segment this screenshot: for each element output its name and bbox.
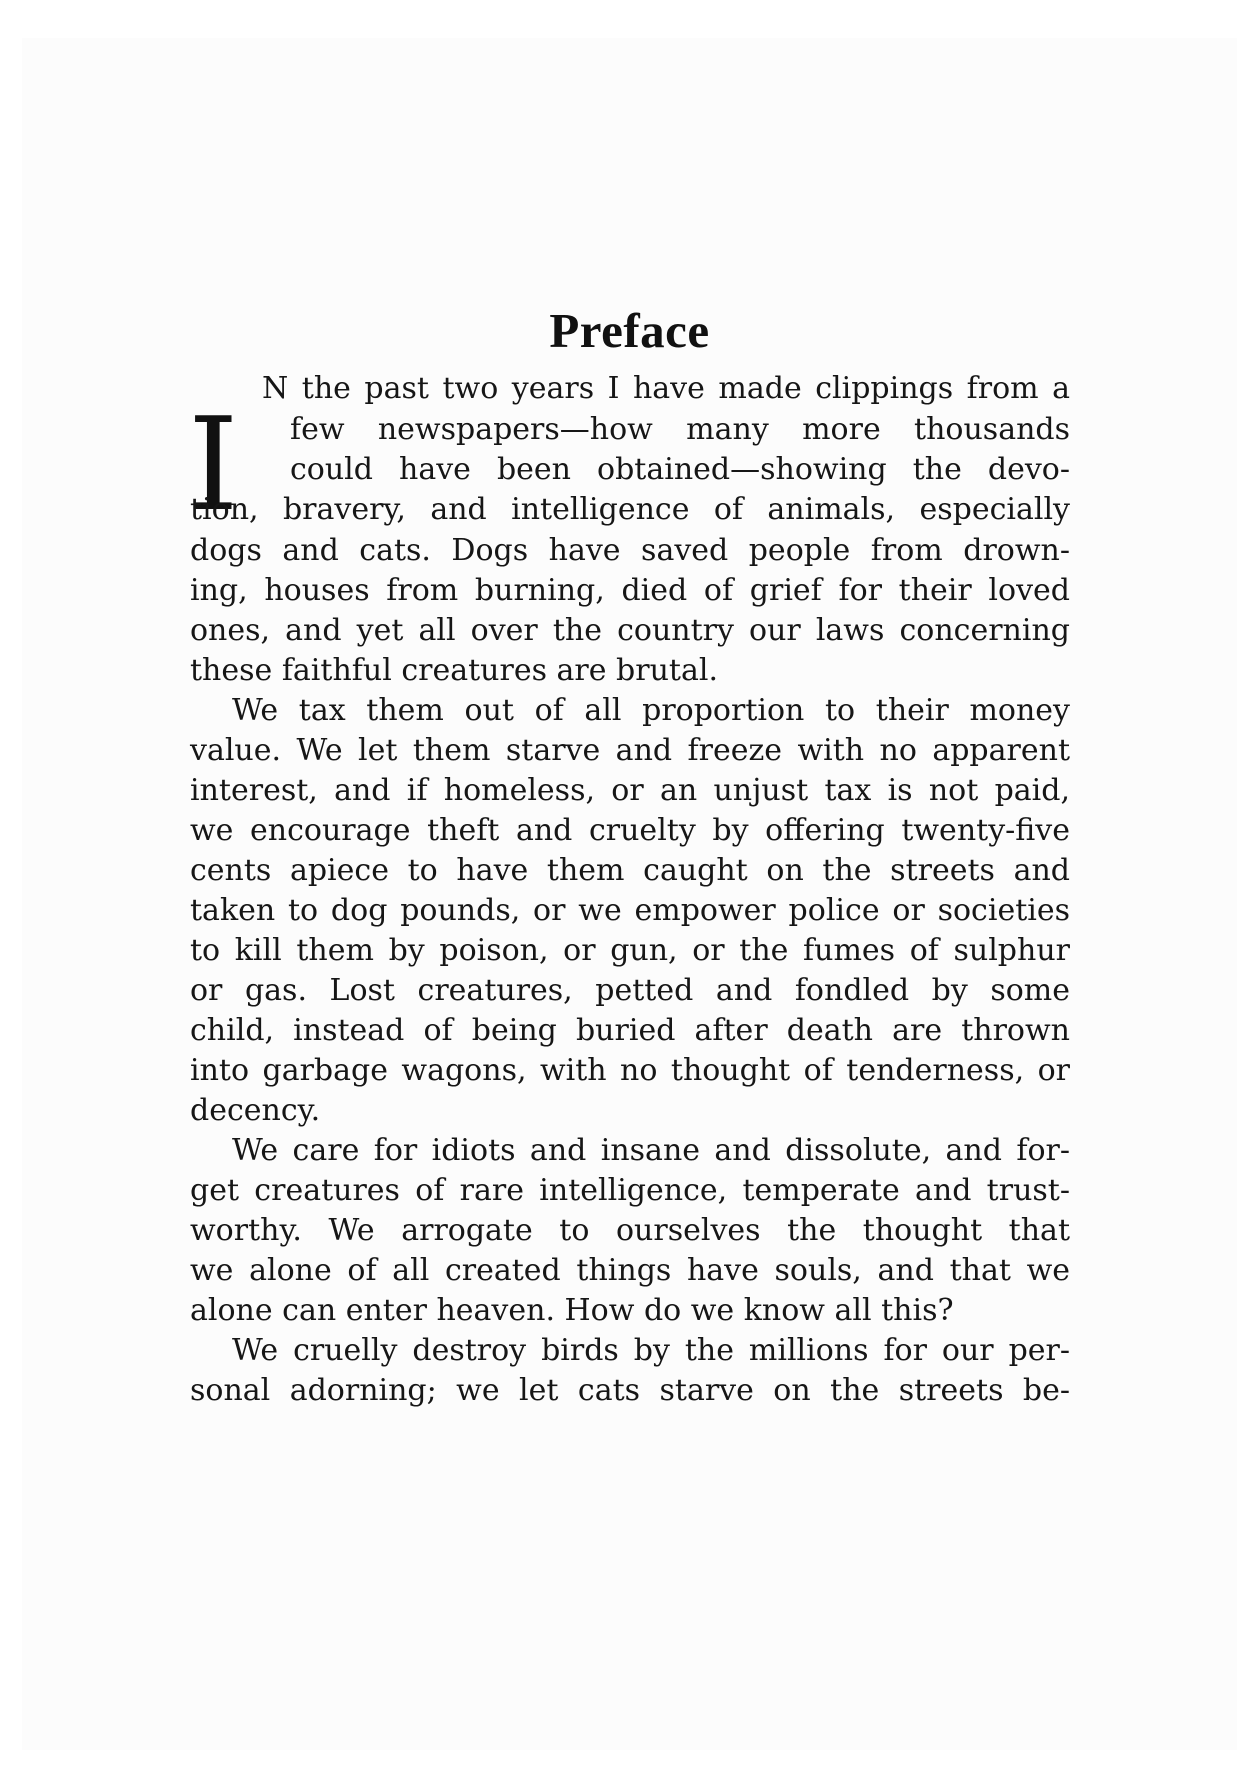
text-line: value. We let them starve and freeze with no apparent [190,733,1070,768]
drop-cap: I [188,391,239,540]
text-line: child, instead of being buried after death are thrown [190,1013,1070,1048]
text-line: ones, and yet all over the country our laws concerning [190,613,1070,648]
text-line: we alone of all created things have souls, and that we [190,1253,1070,1288]
text-line: these faithful creatures are brutal. [190,653,718,688]
text-line: get creatures of rare intelligence, temperate and trust- [190,1173,1070,1208]
text-line: or gas. Lost creatures, petted and fondled by some [190,973,1070,1008]
text-line: We tax them out of all proportion to their money [232,693,1070,728]
page-title: Preface [549,303,710,358]
text-line: interest, and if homeless, or an unjust tax is not paid, [190,773,1070,808]
text-line: cents apiece to have them caught on the streets and [190,853,1070,888]
text-line: alone can enter heaven. How do we know all this? [190,1293,954,1328]
text-line: N the past two years I have made clippings from a [262,371,1070,406]
text-line: We care for idiots and insane and dissolute, and for- [232,1133,1070,1168]
text-line: we encourage theft and cruelty by offering twenty-five [190,813,1070,848]
text-line: worthy. We arrogate to ourselves the thought that [190,1213,1070,1248]
text-line: could have been obtained—showing the devo- [290,452,1070,487]
text-line: to kill them by poison, or gun, or the fumes of sulphur [190,933,1070,968]
text-line: into garbage wagons, with no thought of tenderness, or [190,1053,1070,1088]
text-line: dogs and cats. Dogs have saved people from drown- [190,533,1070,568]
text-line: sonal adorning; we let cats starve on the streets be- [190,1373,1070,1408]
text-line: ing, houses from burning, died of grief for their loved [190,573,1070,608]
text-line: decency. [190,1093,321,1128]
text-line: We cruelly destroy birds by the millions for our per- [232,1333,1070,1368]
text-line: tion, bravery, and intelligence of animals, especially [190,492,1070,527]
text-line: few newspapers—how many more thousands [290,412,1070,447]
text-line: taken to dog pounds, or we empower police or societies [190,893,1070,928]
